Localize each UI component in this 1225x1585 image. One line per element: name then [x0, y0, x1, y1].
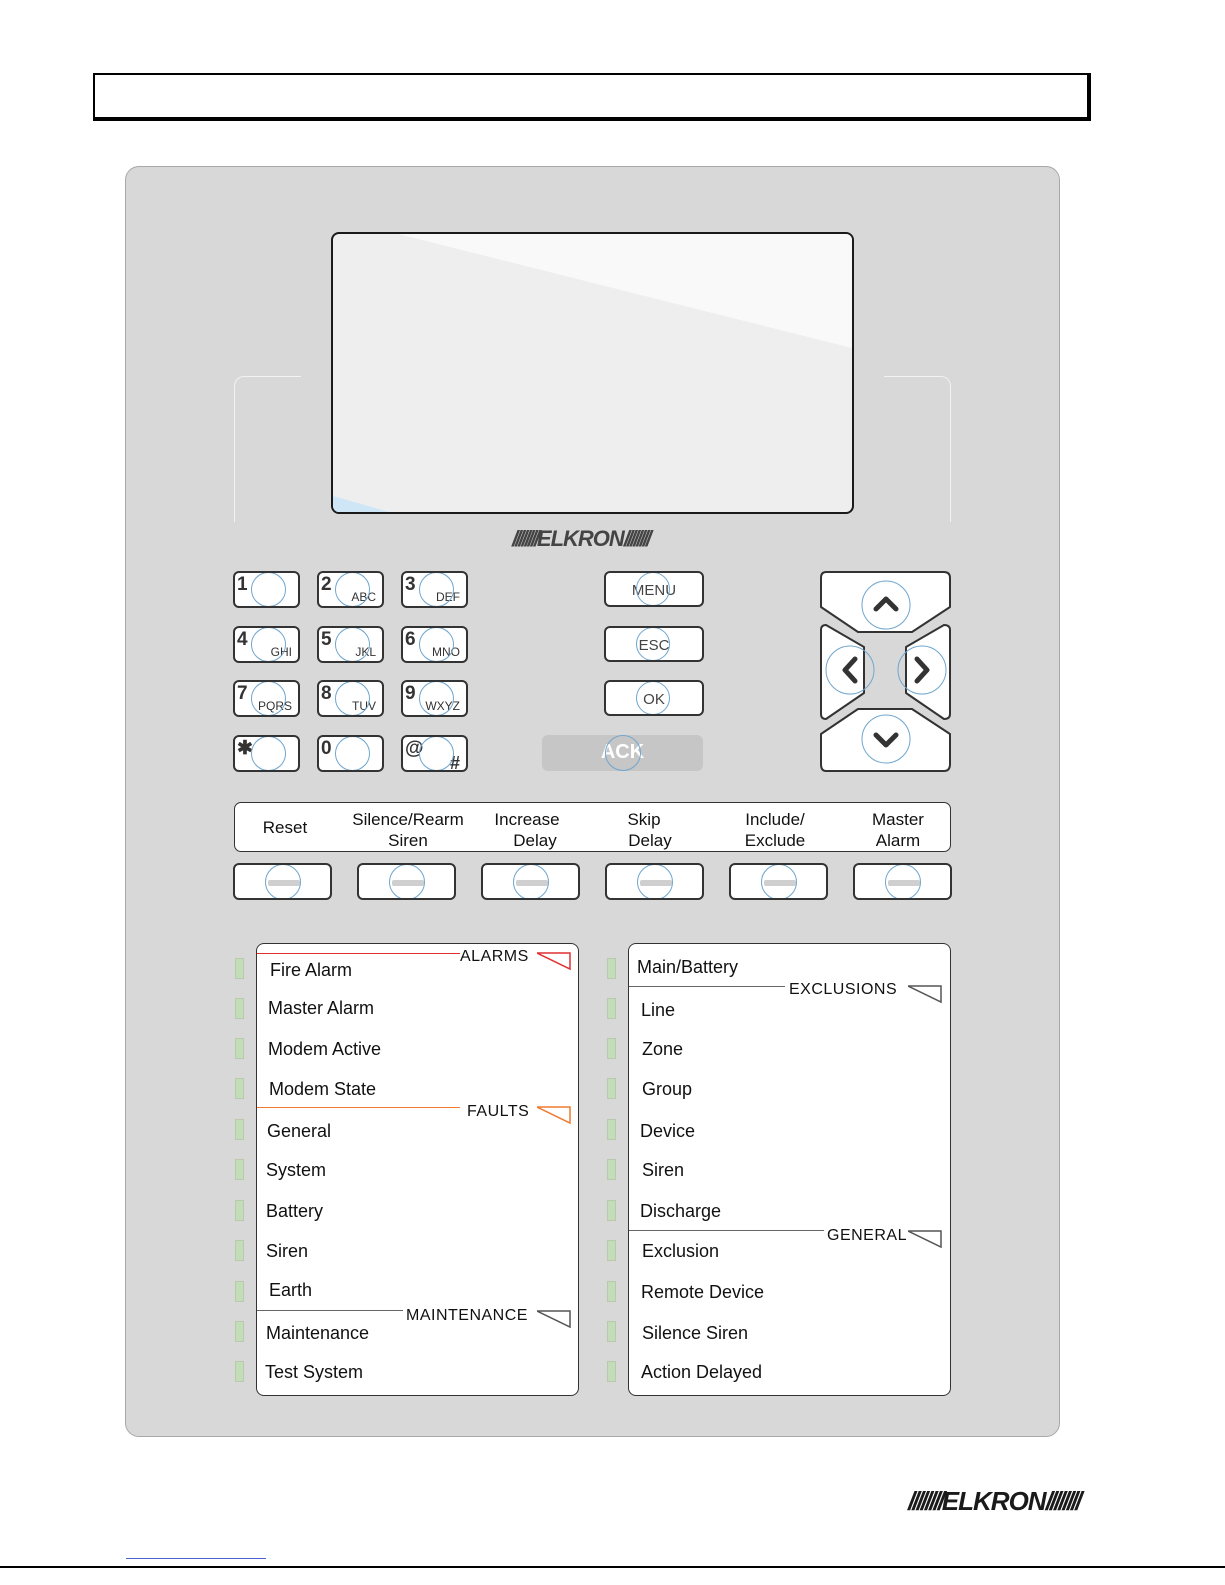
led-modem-state: [235, 1078, 244, 1099]
item-main-battery: Main/Battery: [637, 957, 739, 977]
menu-button[interactable]: MENU: [604, 571, 704, 607]
display-glare: [333, 234, 854, 514]
led-group: [607, 1078, 616, 1099]
led-line: [607, 998, 616, 1019]
led-general-fault: [235, 1119, 244, 1140]
function-label-increase-delay: Increase Delay: [494, 810, 560, 850]
item-maintenance: Maintenance: [266, 1323, 370, 1343]
function-label-silence-siren: Silence/Rearm Siren: [352, 810, 464, 850]
item-action-delayed: Action Delayed: [641, 1362, 763, 1382]
key-0[interactable]: 0: [317, 735, 384, 772]
item-line: Line: [641, 1000, 676, 1020]
key-star[interactable]: ✱: [233, 735, 300, 772]
navigation-pad: [818, 569, 954, 775]
skip-delay-button[interactable]: [605, 863, 704, 900]
item-general-fault: General: [267, 1121, 332, 1141]
status-box-right: [628, 943, 951, 1396]
led-exclusion: [607, 1240, 616, 1261]
key-2[interactable]: 2 ABC: [317, 571, 384, 608]
section-faults: FAULTS: [467, 1103, 530, 1120]
maintenance-divider: [257, 1310, 403, 1311]
item-siren-exclusion: Siren: [642, 1160, 685, 1180]
silence-rearm-siren-button[interactable]: [357, 863, 456, 900]
nav-down-button[interactable]: [821, 709, 950, 771]
exclusions-corner-icon: [908, 985, 944, 1005]
header-bar: [93, 73, 1091, 121]
led-earth: [235, 1281, 244, 1302]
section-general: GENERAL: [827, 1227, 907, 1244]
item-earth: Earth: [269, 1280, 313, 1300]
key-5[interactable]: 5 JKL: [317, 626, 384, 663]
led-system: [235, 1159, 244, 1180]
led-siren-exclusion: [607, 1159, 616, 1180]
item-group: Group: [642, 1079, 693, 1099]
function-label-include-exclude: Include/ Exclude: [744, 810, 806, 850]
key-4[interactable]: 4 GHI: [233, 626, 300, 663]
footer-rule: [0, 1566, 1225, 1568]
item-siren-fault: Siren: [266, 1241, 309, 1261]
led-remote-device: [607, 1281, 616, 1302]
led-zone: [607, 1038, 616, 1059]
led-device: [607, 1119, 616, 1140]
item-remote-device: Remote Device: [641, 1282, 765, 1302]
item-discharge: Discharge: [640, 1201, 722, 1221]
general-corner-icon: [908, 1230, 944, 1250]
display-bracket-left: [234, 376, 301, 522]
led-discharge: [607, 1200, 616, 1221]
ok-button[interactable]: OK: [604, 680, 704, 716]
led-silence-siren: [607, 1321, 616, 1342]
led-modem-active: [235, 1038, 244, 1059]
item-modem-state: Modem State: [269, 1079, 377, 1099]
include-exclude-button[interactable]: [729, 863, 828, 900]
alarms-divider: [257, 953, 460, 954]
key-6[interactable]: 6 MNO: [401, 626, 468, 663]
led-action-delayed: [607, 1361, 616, 1382]
key-9[interactable]: 9 WXYZ: [401, 680, 468, 717]
key-7[interactable]: 7 PQRS: [233, 680, 300, 717]
faults-corner-icon: [537, 1106, 573, 1126]
led-master-alarm: [235, 998, 244, 1019]
item-battery: Battery: [266, 1201, 324, 1221]
maintenance-corner-icon: [537, 1310, 573, 1330]
function-label-skip-delay: Skip Delay: [627, 810, 672, 850]
footer-elkron-logo: ////////ELKRON////////: [908, 1486, 1080, 1516]
led-maintenance: [235, 1321, 244, 1342]
nav-left-button[interactable]: [821, 625, 864, 719]
section-maintenance: MAINTENANCE: [406, 1307, 528, 1324]
item-fire-alarm: Fire Alarm: [270, 960, 353, 980]
item-modem-active: Modem Active: [268, 1039, 382, 1059]
section-alarms: ALARMS: [460, 948, 529, 965]
key-8[interactable]: 8 TUV: [317, 680, 384, 717]
led-siren-fault: [235, 1240, 244, 1261]
status-box-left: [256, 943, 579, 1396]
led-battery: [235, 1200, 244, 1221]
item-test-system: Test System: [265, 1362, 364, 1382]
general-divider: [629, 1230, 824, 1231]
key-1[interactable]: 1: [233, 571, 300, 608]
exclusions-divider: [629, 986, 785, 987]
function-label-master-alarm: Master Alarm: [872, 810, 924, 850]
item-exclusion: Exclusion: [642, 1241, 720, 1261]
display-bracket-right: [884, 376, 951, 522]
item-silence-siren: Silence Siren: [642, 1323, 749, 1343]
faults-divider: [257, 1107, 460, 1108]
item-system: System: [266, 1160, 327, 1180]
led-test-system: [235, 1361, 244, 1382]
section-exclusions: EXCLUSIONS: [789, 981, 898, 998]
key-3[interactable]: 3 DEF: [401, 571, 468, 608]
function-label-reset: Reset: [262, 818, 308, 837]
reset-button[interactable]: [233, 863, 332, 900]
item-zone: Zone: [642, 1039, 684, 1059]
led-main-battery: [607, 958, 616, 979]
led-fire-alarm: [235, 958, 244, 979]
footer-link-underline: [126, 1558, 266, 1559]
item-master-alarm: Master Alarm: [268, 998, 375, 1018]
increase-delay-button[interactable]: [481, 863, 580, 900]
key-at-hash[interactable]: @ #: [401, 735, 468, 772]
elkron-logo: ////////ELKRON////////: [512, 526, 649, 551]
alarms-corner-icon: [537, 952, 573, 972]
master-alarm-button[interactable]: [853, 863, 952, 900]
item-device: Device: [640, 1121, 696, 1141]
esc-button[interactable]: ESC: [604, 626, 704, 662]
function-label-strip: [234, 802, 951, 852]
lcd-display: [331, 232, 854, 514]
ack-button[interactable]: ACK: [542, 735, 703, 771]
